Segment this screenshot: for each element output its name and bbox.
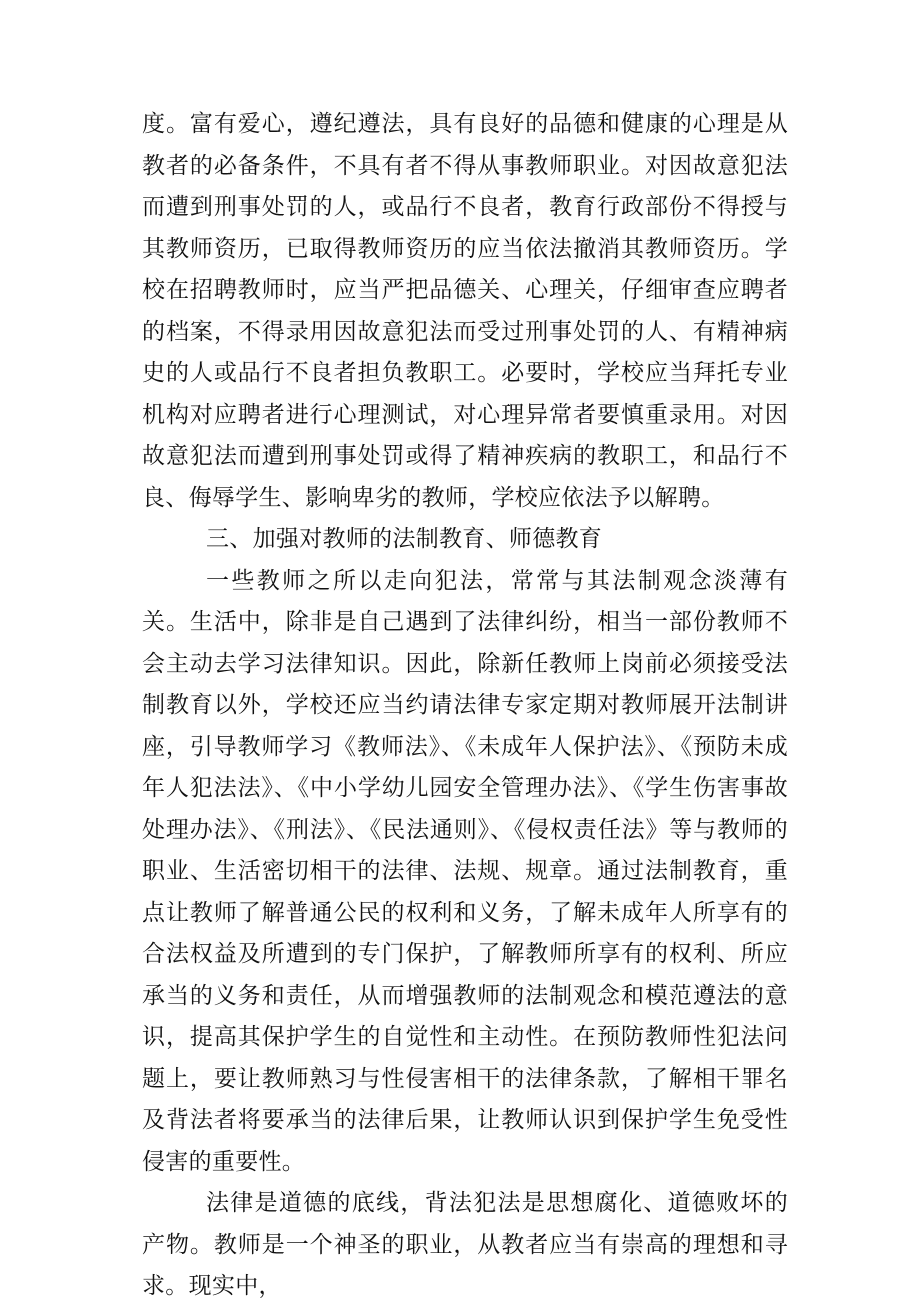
- paragraph-ethics: 法律是道德的底线，背法犯法是思想腐化、道德败坏的产物。教师是一个神圣的职业，从教者应当有崇高的理想和寻求。现实中，: [142, 1190, 788, 1299]
- paragraph-continuation: 度。富有爱心，遵纪遵法，具有良好的品德和健康的心理是从教者的必备条件，不具有者不得从事教师职业。对因故意犯法而遭到刑事处罚的人，或品行不良者，教育行政部份不得授与其教师资历，已取得教师资历的应当依法撤消其教师资历。学校在招聘教师时，应当严把品德关、心理关，仔细审查应聘者的档案，不得录用因故意犯法而受过刑事处罚的人、有精神病史的人或品行不良者担负教职工。必要时，学校应当拜托专业机构对应聘者进行心理测试，对心理异常者要慎重录用。对因故意犯法而遭到刑事处罚或得了精神疾病的教职工，和品行不良、侮辱学生、影响卑劣的教师，学校应依法予以解聘。: [142, 111, 788, 511]
- document-body: [142, 104, 788, 1308]
- section-heading: 三、加强对教师的法制教育、师德教育: [206, 526, 603, 552]
- paragraph-legal-education: 一些教师之所以走向犯法，常常与其法制观念淡薄有关。生活中，除非是自己遇到了法律纠纷，相当一部份教师不会主动去学习法律知识。因此，除新任教师上岗前必须接受法制教育以外，学校还应当约请法律专家定期对教师展开法制讲座，引导教师学习《教师法》、《未成年人保护法》、《预防未成年人犯法法》、《中小学幼儿园安全管理办法》、《学生伤害事故处理办法》、《刑法》、《民法通则》、《侵权责任法》等与教师的职业、生活密切相干的法律、法规、规章。通过法制教育，重点让教师了解普通公民的权利和义务，了解未成年人所享有的合法权益及所遭到的专门保护，了解教师所享有的权利、所应承当的义务和责任，从而增强教师的法制观念和模范遵法的意识，提高其保护学生的自觉性和主动性。在预防教师性犯法问题上，要让教师熟习与性侵害相干的法律条款，了解相干罪名及背法者将要承当的法律后果，让教师认识到保护学生免受性侵害的重要性。: [142, 567, 788, 1175]
